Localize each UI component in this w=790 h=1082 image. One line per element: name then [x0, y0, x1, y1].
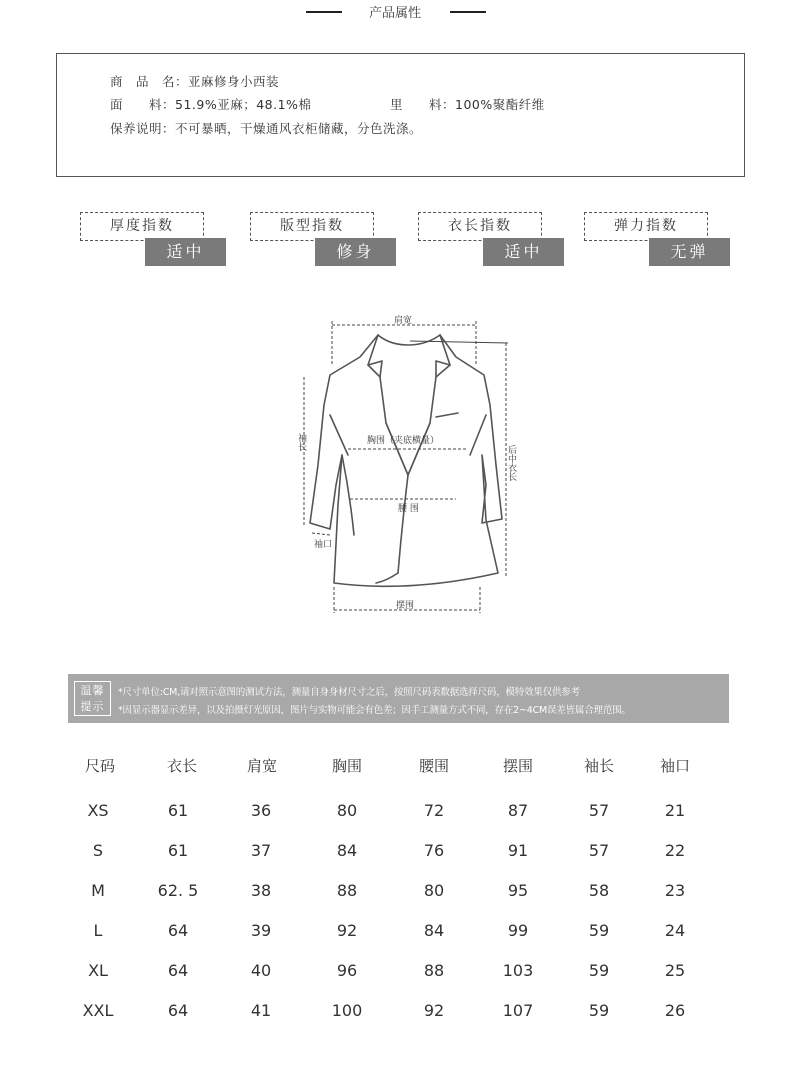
table-cell: 41: [250, 1001, 272, 1020]
table-cell: 88: [336, 881, 358, 900]
attr-fabric-row: [110, 95, 545, 113]
table-cell: 72: [423, 801, 445, 820]
table-header-cell: 尺码: [84, 757, 115, 775]
table-cell: 92: [336, 921, 358, 940]
table-cell: 59: [588, 961, 610, 980]
table-cell: L: [93, 921, 103, 940]
table-cell: 99: [507, 921, 529, 940]
table-cell: 59: [588, 1001, 610, 1020]
table-cell: 64: [167, 1001, 189, 1020]
index-thickness: [80, 212, 230, 268]
table-cell: 92: [423, 1001, 445, 1020]
table-cell: 107: [502, 1001, 534, 1020]
table-cell: 64: [167, 961, 189, 980]
table-cell: 22: [664, 841, 686, 860]
notice-badge: [74, 681, 111, 716]
table-cell: 61: [167, 841, 189, 860]
section-header: [0, 0, 790, 24]
table-cell: 61: [167, 801, 189, 820]
index-length: [418, 212, 568, 268]
notice-badge-line1: 温馨: [80, 684, 105, 697]
table-cell: 59: [588, 921, 610, 940]
table-cell: 80: [423, 881, 445, 900]
table-cell: 88: [423, 961, 445, 980]
table-cell: 62. 5: [157, 881, 199, 900]
table-cell: XS: [87, 801, 109, 820]
table-header-cell: 摆围: [502, 757, 533, 775]
notice-banner: [68, 674, 729, 723]
attr-lining: 里 料：100%聚酯纤维: [390, 97, 545, 112]
index-label: 版型指数: [250, 212, 374, 241]
product-attributes-box: [56, 53, 745, 177]
measurement-diagram: [290, 305, 530, 620]
table-cell: 40: [250, 961, 272, 980]
notice-line-1: *尺寸单位:CM,请对照示意图的测试方法，测量自身身材尺寸之后，按照尺码表数据选择尺码，模特效果仅供参考: [118, 687, 580, 698]
label-shoulder: 肩宽: [394, 316, 413, 326]
index-fit: [250, 212, 400, 268]
table-cell: 96: [336, 961, 358, 980]
index-value: 适中: [145, 238, 226, 266]
table-header-cell: 衣长: [166, 757, 197, 775]
attr-product-name: 商 品 名：亚麻修身小西装: [110, 74, 280, 89]
table-cell: 25: [664, 961, 686, 980]
table-cell: 80: [336, 801, 358, 820]
table-header-cell: 袖长: [583, 757, 614, 775]
index-stretch: [584, 212, 734, 268]
attr-care: 保养说明：不可暴晒，干燥通风衣柜储藏，分色洗涤。: [110, 121, 423, 136]
section-title: 产品属性: [368, 6, 421, 21]
table-cell: 58: [588, 881, 610, 900]
attr-fabric: 面 料：51.9%亚麻；48.1%棉: [110, 97, 312, 112]
table-cell: XL: [88, 961, 108, 980]
table-cell: 23: [664, 881, 686, 900]
index-value: 适中: [483, 238, 564, 266]
table-cell: XXL: [82, 1001, 114, 1020]
table-cell: 26: [664, 1001, 686, 1020]
index-value: 修身: [315, 238, 396, 266]
notice-badge-line2: 提示: [80, 700, 105, 713]
table-cell: 87: [507, 801, 529, 820]
table-header-cell: 胸围: [331, 757, 362, 775]
label-sleeve-length: 袖长: [296, 433, 306, 451]
table-header-cell: 腰围: [418, 757, 449, 775]
jacket-sketch: [290, 305, 530, 620]
notice-line-2: *因显示器显示差异，以及拍摄灯光原因，图片与实物可能会有色差；因手工测量方式不同，存在2~4CM误差皆属合理范围。: [118, 705, 631, 716]
table-cell: 91: [507, 841, 529, 860]
table-cell: 38: [250, 881, 272, 900]
table-cell: 95: [507, 881, 529, 900]
table-cell: 76: [423, 841, 445, 860]
table-cell: 37: [250, 841, 272, 860]
table-cell: M: [91, 881, 105, 900]
label-waist: 腰 围: [398, 504, 419, 514]
index-label: 弹力指数: [584, 212, 708, 241]
table-cell: 84: [336, 841, 358, 860]
header-rule-right: [450, 11, 486, 13]
label-hem: 摆围: [396, 601, 415, 611]
table-cell: 100: [331, 1001, 363, 1020]
table-cell: 84: [423, 921, 445, 940]
table-cell: 64: [167, 921, 189, 940]
table-header-cell: 袖口: [659, 757, 690, 775]
index-value: 无弹: [649, 238, 730, 266]
label-cuff: 袖口: [314, 540, 333, 550]
index-label: 衣长指数: [418, 212, 542, 241]
table-cell: 36: [250, 801, 272, 820]
table-cell: 24: [664, 921, 686, 940]
table-cell: 21: [664, 801, 686, 820]
table-cell: 103: [502, 961, 534, 980]
table-cell: 57: [588, 841, 610, 860]
table-cell: 39: [250, 921, 272, 940]
table-cell: S: [92, 841, 104, 860]
index-label: 厚度指数: [80, 212, 204, 241]
label-back-length: 后中衣长: [506, 445, 516, 481]
label-chest: 胸围（夹底横量）: [367, 436, 440, 446]
table-header-cell: 肩宽: [246, 757, 277, 775]
table-cell: 57: [588, 801, 610, 820]
